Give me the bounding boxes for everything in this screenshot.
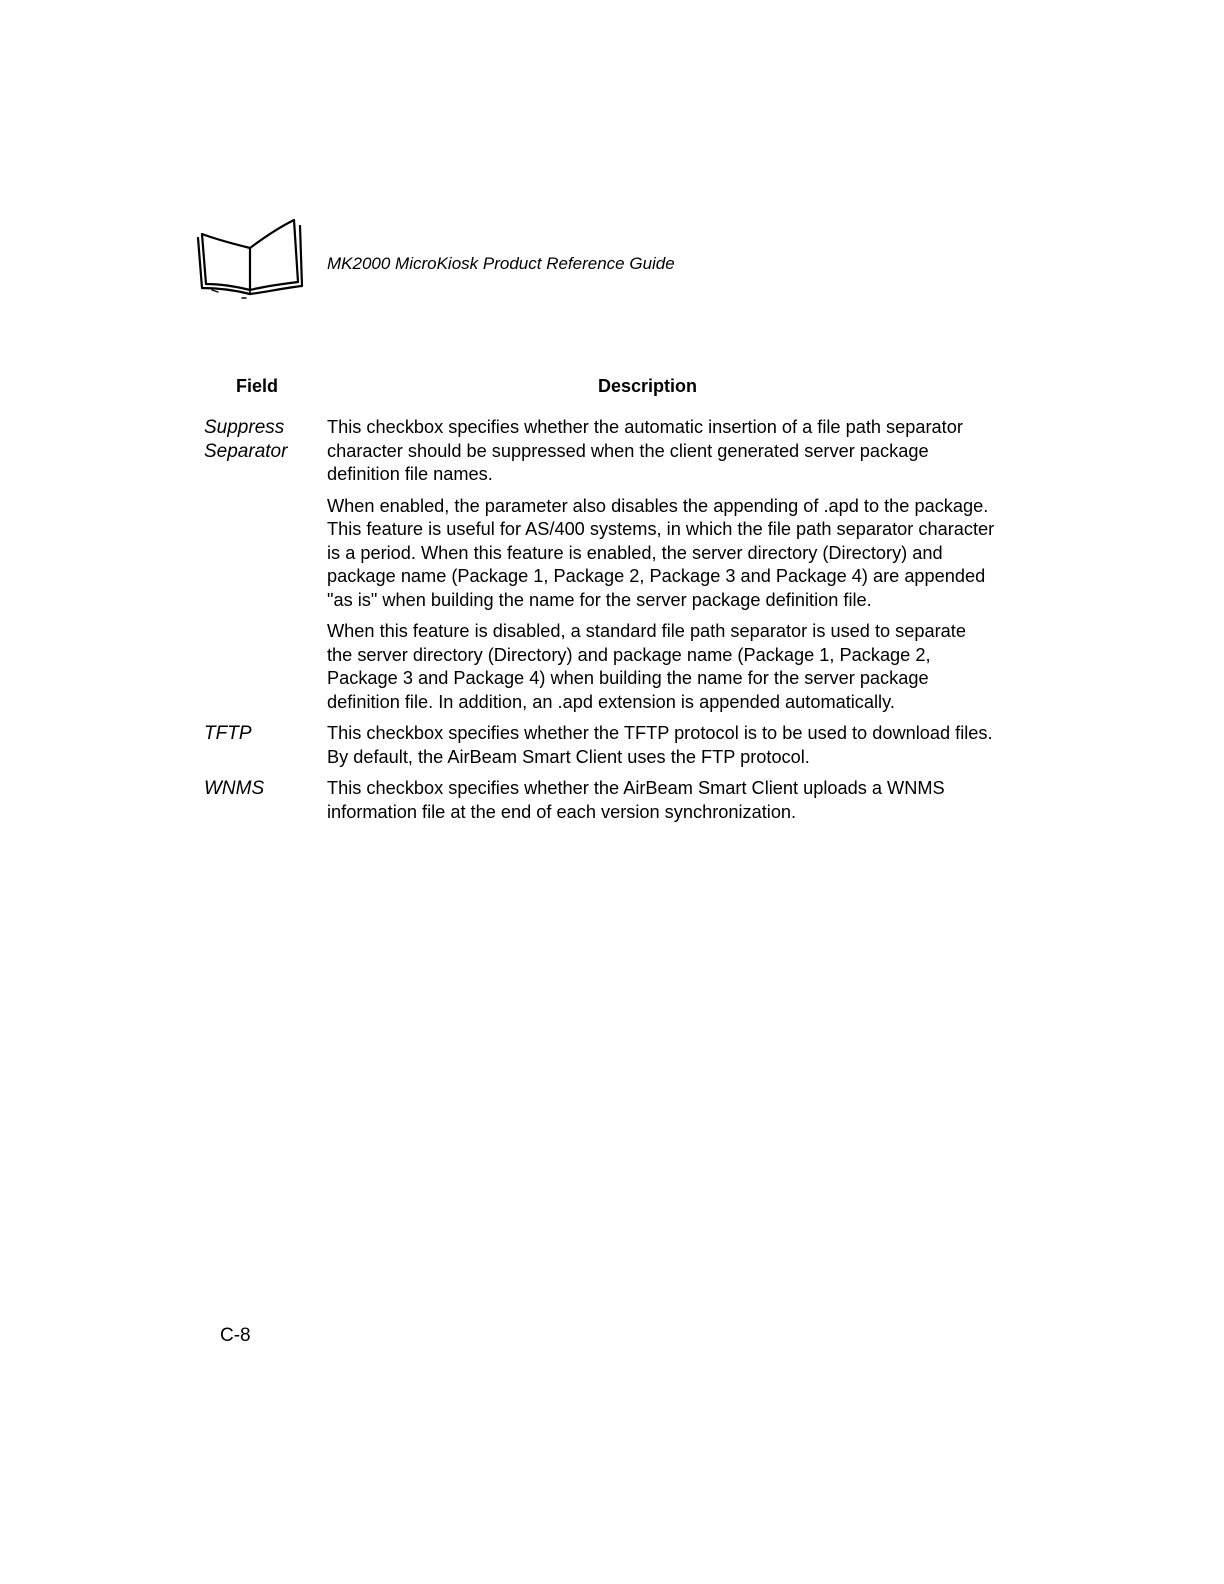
field-description: [327, 777, 996, 824]
running-header-title: MK2000 MicroKiosk Product Reference Guide: [327, 254, 675, 273]
field-description: [327, 416, 996, 714]
column-header-description: Description: [598, 376, 698, 396]
table-row-tftp: [196, 722, 996, 769]
table-row-wnms: [196, 777, 996, 824]
field-description: [327, 722, 996, 769]
field-description-table: [196, 376, 996, 832]
description-paragraph: This checkbox specifies whether the TFTP protocol is to be used to download files. By default, the AirBeam Smart Client uses the FTP protocol.: [327, 723, 993, 767]
field-name: [196, 416, 327, 714]
page-number: C-8: [220, 1325, 251, 1346]
field-name: [196, 777, 327, 824]
field-name-line: TFTP: [204, 723, 252, 744]
description-paragraph: This checkbox specifies whether the automatic insertion of a file path separator character should be suppressed when the client generated server package definition file names.: [327, 417, 963, 484]
field-name: [196, 722, 327, 769]
table-row-suppress-separator: [196, 416, 996, 714]
open-book-icon: [196, 218, 304, 300]
description-paragraph: When this feature is disabled, a standard file path separator is used to separate the server directory (Directory) and package name (Package 1, Package 2, Package 3 and Package 4) when building the name for the server package definition file. In addition, an .apd extension is appended automatically.: [327, 621, 966, 712]
column-header-field: Field: [236, 376, 279, 396]
field-name-line: Separator: [204, 440, 288, 462]
field-name-line: WNMS: [204, 778, 265, 799]
description-paragraph: This checkbox specifies whether the AirBeam Smart Client uploads a WNMS information file at the end of each version synchronization.: [327, 778, 945, 822]
table-header-row: [196, 376, 996, 416]
description-paragraph: When enabled, the parameter also disables the appending of .apd to the package. This feature is useful for AS/400 systems, in which the file path separator character is a period. When this feature is enabled, the server directory (Directory) and package name (Package 1, Package 2, Package 3 and Package 4) are appended "as is" when building the name for the server package definition file.: [327, 495, 995, 610]
field-name-line: Suppress: [204, 417, 285, 438]
